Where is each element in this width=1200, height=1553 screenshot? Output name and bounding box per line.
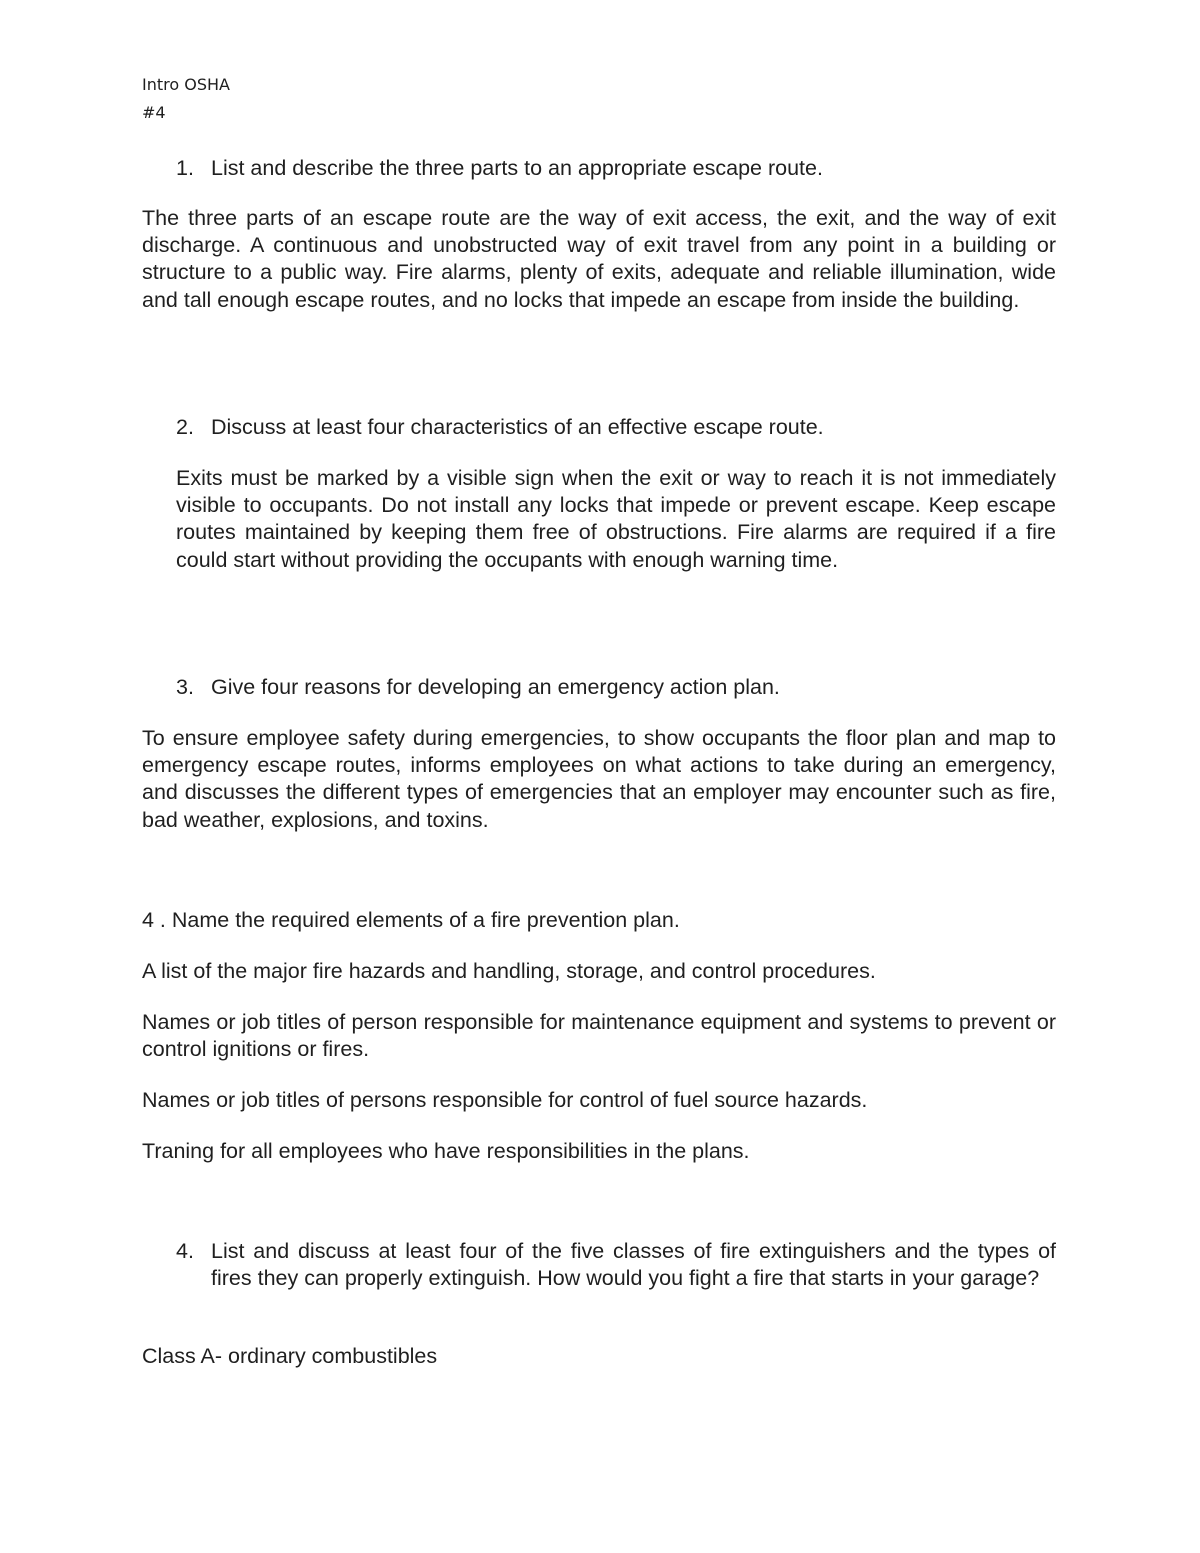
answer-3: To ensure employee safety during emergencies, to show occupants the floor plan and map to emergency escape routes, informs employees on what actions to take during an emergency, and discusses the different types of emergencies that an employer may encounter such as fire, bad weather, explosions, and toxins. [142, 726, 1056, 832]
question-4-fire-prevention: 4 . Name the required elements of a fire prevention plan. [142, 908, 680, 932]
question-2 [176, 414, 1056, 441]
question-1-text: List and describe the three parts to an appropriate escape route. [211, 156, 823, 180]
answer-4-class-a: Class A- ordinary combustibles [142, 1344, 438, 1368]
question-3 [176, 674, 1056, 701]
question-4-text: List and discuss at least four of the five classes of fire extinguishers and the types of fires they can properly extinguish. How would you fight a fire that starts in your garage? [211, 1239, 1056, 1290]
question-1 [176, 155, 1056, 182]
question-1-number: 1. [176, 156, 194, 180]
fire-prevention-element-3: Names or job titles of persons responsible for control of fuel source hazards. [142, 1088, 868, 1112]
question-4-number: 4. [176, 1239, 194, 1263]
question-2-text: Discuss at least four characteristics of an effective escape route. [211, 415, 824, 439]
question-3-text: Give four reasons for developing an emergency action plan. [211, 675, 780, 699]
answer-2: Exits must be marked by a visible sign when the exit or way to reach it is not immediately visible to occupants. Do not install any locks that impede or prevent escape. Keep escape routes maintained by keeping them free of obstructions. Fire alarms are required if a fire could start without providing the occupants with enough warning time. [176, 466, 1056, 572]
fire-prevention-element-2: Names or job titles of person responsible for maintenance equipment and systems to prevent or control ignitions or fires. [142, 1010, 1056, 1062]
course-title: Intro OSHA [142, 75, 230, 94]
fire-prevention-element-4: Traning for all employees who have responsibilities in the plans. [142, 1139, 750, 1163]
question-4-extinguishers [176, 1238, 1056, 1320]
question-3-number: 3. [176, 675, 194, 699]
question-2-number: 2. [176, 415, 194, 439]
answer-1: The three parts of an escape route are the way of exit access, the exit, and the way of exit discharge. A continuous and unobstructed way of exit travel from any point in a building or structure to a public way. Fire alarms, plenty of exits, adequate and reliable illumination, wide and tall enough escape routes, and no locks that impede an escape from inside the building. [142, 206, 1056, 312]
assignment-number: #4 [142, 103, 166, 122]
fire-prevention-element-1: A list of the major fire hazards and handling, storage, and control procedures. [142, 959, 876, 983]
